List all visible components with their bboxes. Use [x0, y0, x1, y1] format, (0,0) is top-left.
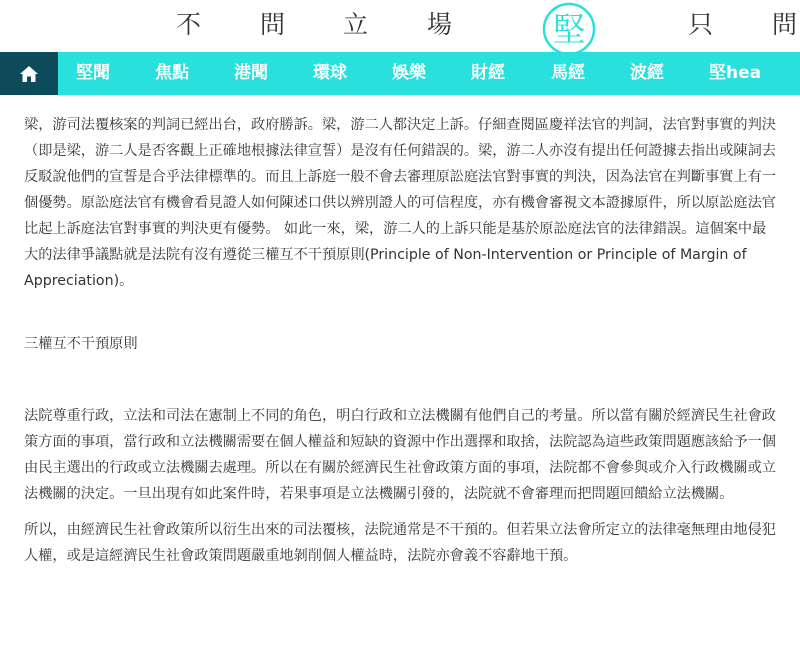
nav-item-focus[interactable]: 焦點 [155, 63, 189, 83]
section-heading: 三權互不干預原則 [24, 336, 138, 352]
nav-item-jianwen[interactable]: 堅聞 [76, 63, 110, 83]
logo-icon [540, 1, 598, 59]
logo-text: 堅 [552, 10, 586, 49]
nav-item-football[interactable]: 波經 [630, 63, 664, 83]
nav-item-jianhea[interactable]: 堅hea [709, 63, 762, 83]
slogan-char: 不 [176, 10, 202, 39]
site-header [0, 0, 800, 52]
slogan-char: 只 [688, 10, 714, 39]
nav-item-hk-news[interactable]: 港聞 [234, 63, 268, 83]
main-nav [0, 52, 800, 95]
nav-item-entertainment[interactable]: 娛樂 [392, 63, 426, 83]
article-paragraph: 法院尊重行政，立法和司法在憲制上不同的角色，明白行政和立法機關有他們自己的考量。所以當有關於經濟民生社會政策方面的事項，當行政和立法機關需要在個人權益和短缺的資源中作出選擇和取捨，法院認為這些政策問題應該給予一個由民主選出的行政或立法機關去處理。所以在有關於經濟民生社會政策方面的事項，法院都不會參與或介入行政機關或立法機關的決定。一旦出現有如此案件時，若果事項是立法機關引發的，法院就不會審理而把問題回饋給立法機關。 [24, 408, 776, 502]
slogan-char: 問 [772, 10, 798, 39]
slogan-char: 問 [260, 10, 286, 39]
nav-item-finance[interactable]: 財經 [471, 63, 505, 83]
slogan-char: 場 [427, 10, 453, 39]
nav-item-horse-racing[interactable]: 馬經 [551, 63, 585, 83]
article-paragraph: 梁，游司法覆核案的判詞已經出台，政府勝訴。梁，游二人都決定上訴。仔細查閱區慶祥法官的判詞，法官對事實的判決（即是梁，游二人是否客觀上正確地根據法律宣誓）是沒有任何錯誤的。梁，游二人亦沒有提出任何證據去指出或陳詞去反駁說他們的宣誓是合乎法律標準的。而且上訴庭一般不會去審理原訟庭法官對事實的判決，因為法官在判斷事實上有一個優勢。原訟庭法官有機會看見證人如何陳述口供以辨別證人的可信程度，亦有機會審視文本證據原件，所以原訟庭法官比起上訴庭法官對事實的判決更有優勢。 如此一來，梁，游二人的上訴只能是基於原訟庭法官的法律錯誤。這個案中最大的法律爭議點就是法院有沒有遵從三權互不干預原則(Principle of Non-Intervention or Principle of Margin of Appreciation)。 [24, 117, 776, 289]
home-icon [19, 65, 39, 83]
article-body [24, 112, 776, 569]
site-logo[interactable] [540, 1, 598, 59]
article-paragraph: 所以，由經濟民生社會政策所以衍生出來的司法覆核，法院通常是不干預的。但若果立法會所定立的法律毫無理由地侵犯人權，或是這經濟民生社會政策問題嚴重地剝削個人權益時，法院亦會義不容辭地干預。 [24, 522, 776, 564]
slogan-char: 立 [343, 10, 369, 39]
nav-home-button[interactable] [0, 52, 58, 95]
nav-item-world[interactable]: 環球 [313, 63, 347, 83]
